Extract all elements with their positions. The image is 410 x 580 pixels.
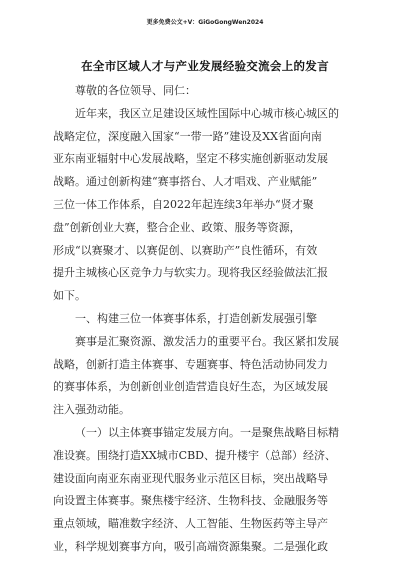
text-line: （一）以主体赛事锚定发展方向。一是聚焦战略目标精 bbox=[75, 425, 339, 439]
text-line: 提升主城核心区竞争力与软实力。现将我区经验做法汇报 bbox=[53, 266, 328, 280]
text-line: 战略，创新打造主体赛事、专题赛事、特色活动协同发力 bbox=[53, 357, 328, 371]
text-line: 尊敬的各位领导、同仁： bbox=[75, 84, 196, 97]
text-line: 注入强劲动能。 bbox=[53, 403, 130, 417]
text-line: 重点领域，瞄准数字经济、人工智能、生物医药等主导产 bbox=[53, 517, 328, 531]
document-title: 在全市区域人才与产业发展经验交流会上的发言 bbox=[81, 59, 329, 73]
text-line: 战略定位，深度融入国家“一带一路”建设及XX省面向南 bbox=[53, 129, 322, 143]
text-line: 盘”创新创业大赛，整合企业、政策、服务等资源， bbox=[53, 220, 301, 234]
text-line: 亚东南亚辐射中心发展战略，坚定不移实施创新驱动发展 bbox=[53, 152, 328, 166]
text-line: 赛事是汇聚资源、激发活力的重要平台。我区紧扣发展 bbox=[75, 334, 339, 348]
text-line: 战略。通过创新构建“赛事搭台、人才唱戏、产业赋能” bbox=[53, 175, 318, 189]
document-body bbox=[53, 80, 363, 559]
text-line: 三位一体工作体系，自2022年起连续3年举办“贤才聚 bbox=[53, 197, 314, 211]
text-line: 业，科学规划赛事方向，吸引高端资源集聚。二是强化政 bbox=[53, 539, 328, 553]
text-line: 近年来，我区立足建设区域性国际中心城市核心城区的 bbox=[75, 106, 339, 120]
text-line: 建设面向南亚东南亚现代服务业示范区目标，突出战略导 bbox=[53, 471, 328, 485]
text-line: 如下。 bbox=[53, 289, 86, 303]
text-line: 准设赛。围绕打造XX城市CBD、提升楼宇（总部）经济、 bbox=[53, 448, 336, 462]
text-line: 的赛事体系，为创新创业创造营造良好生态，为区域发展 bbox=[53, 380, 328, 394]
text-line: 一、构建三位一体赛事体系，打造创新发展强引擎 bbox=[75, 311, 317, 325]
page-header: 更多免费公文+V：GiGoGongWen2024 bbox=[146, 19, 264, 26]
text-line: 向设置主体赛事。聚焦楼宇经济、生物科技、金融服务等 bbox=[53, 494, 328, 508]
text-line: 形成“以赛聚才、以赛促创、以赛助产”良性循环，有效 bbox=[53, 243, 318, 257]
